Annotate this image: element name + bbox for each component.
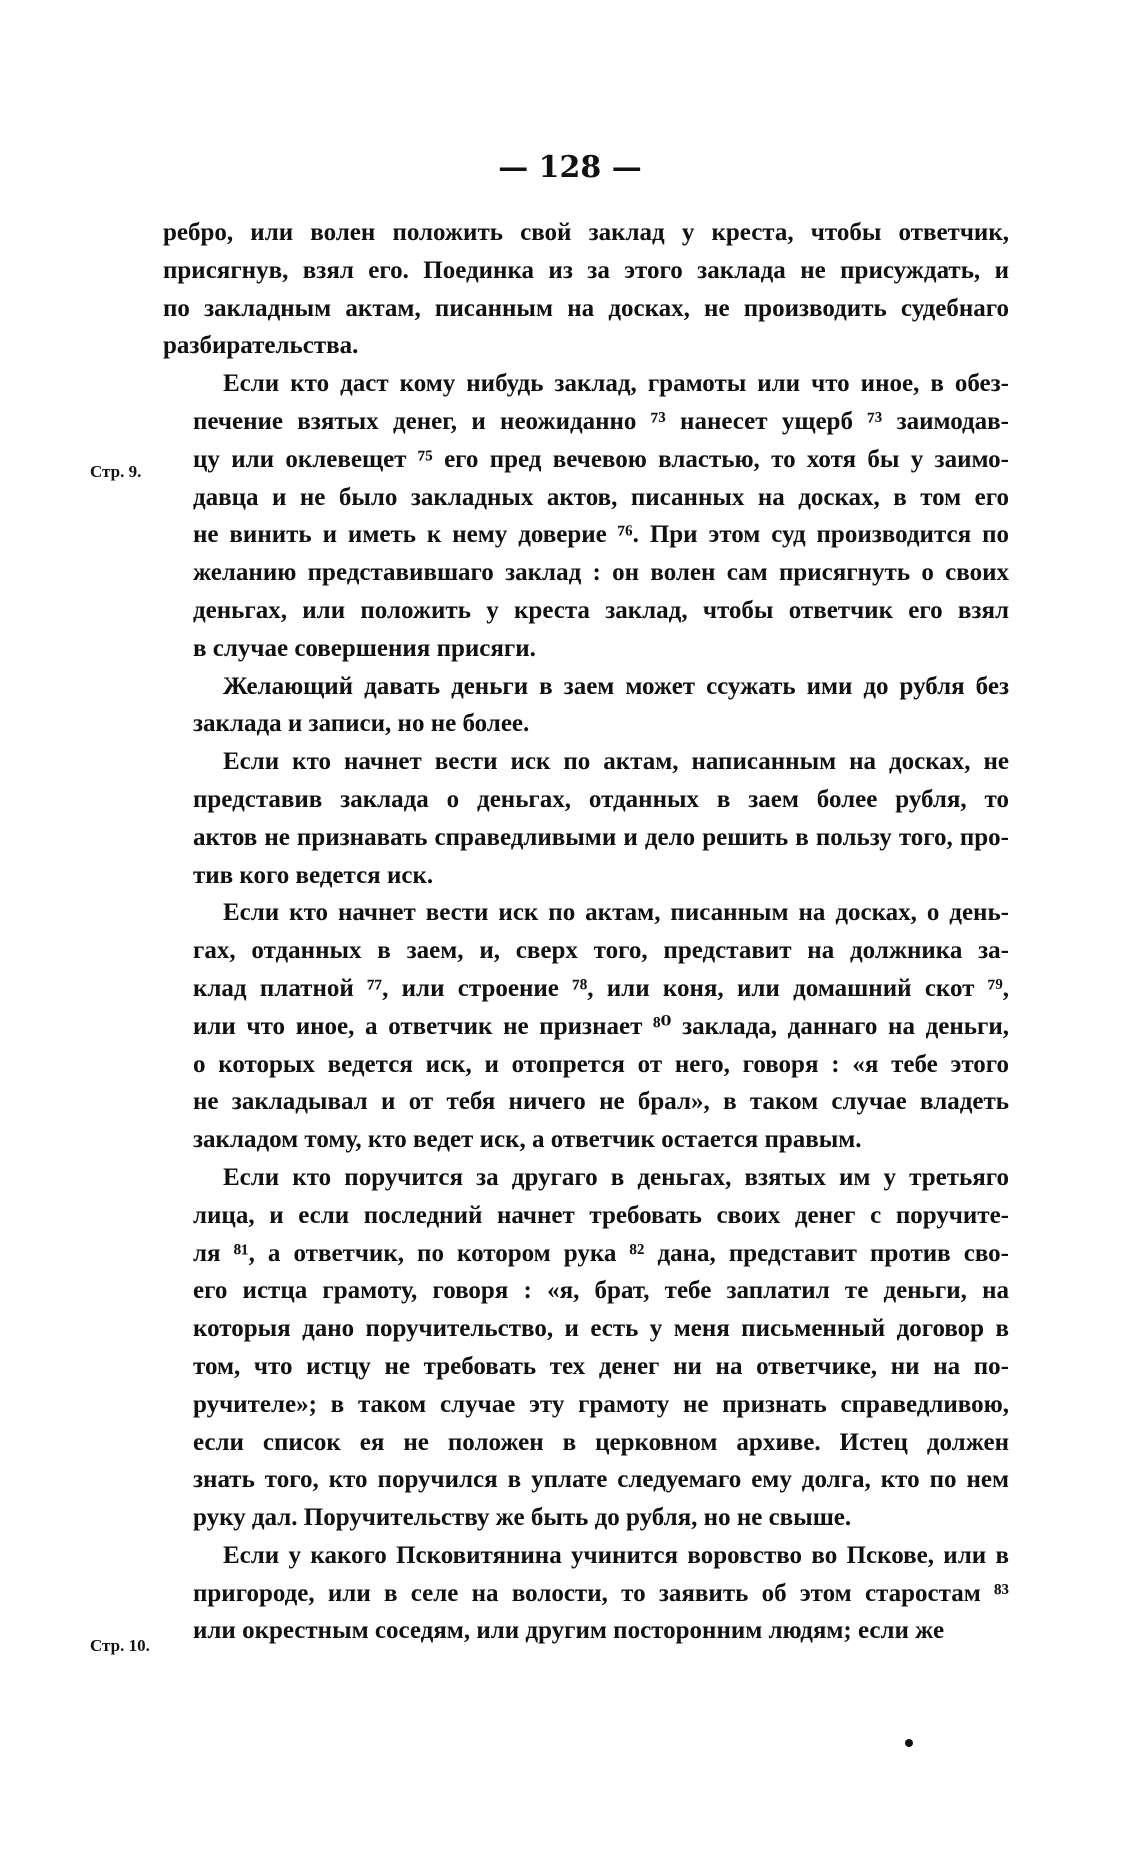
text-line: Если кто начнет вести иск по актам, написанным на досках, не [223,748,1009,776]
margin-note-page-10: Стр. 10. [90,1636,150,1655]
page-number: — 128 — [498,150,642,185]
body-text [163,214,1009,1650]
paragraph [163,1537,1009,1650]
text-line: желанию представившаго заклад : он волен сам присягнуть о своих [193,559,1009,587]
text-line: если список ея не положен в церковном архиве. Истец должен [193,1428,1009,1456]
text-line: цу или оклевещет ⁷⁵ его пред вечевою властью, то хотя бы у заимо- [193,445,1009,473]
text-line: которыя дано поручительство, и есть у меня письменный договор в [193,1315,1009,1343]
text-line: знать того, кто поручился в уплате следуемаго ему долга, кто по нем [193,1466,1009,1494]
text-line: тив кого ведется иск. [193,861,434,889]
text-line: его истца грамоту, говоря : «я, брат, тебе заплатил те деньги, на [193,1277,1009,1305]
paragraph [163,365,1009,667]
text-line: пригороде, или в селе на волости, то заявить об этом старостам ⁸³ [193,1579,1009,1607]
text-line: ля ⁸¹, а ответчик, по котором рука ⁸² дана, представит против сво- [193,1239,1009,1267]
paragraph [163,668,1009,744]
text-line: закладом тому, кто ведет иск, а ответчик остается правым. [193,1126,862,1154]
paragraph [163,214,1009,365]
text-line: Если у какого Псковитянина учинится воровство во Пскове, или в [223,1541,1009,1569]
text-line: ребро, или волен положить свой заклад у креста, чтобы ответчик, [163,219,1009,246]
text-line: Желающий давать деньги в заем может ссужать ими до рубля без [223,672,1009,700]
text-line: ручителе»; в таком случае эту грамоту не признать справедливою, [193,1390,1009,1418]
text-line: лица, и если последний начнет требовать своих денег с поручите- [193,1201,1009,1229]
text-line: по закладным актам, писанным на досках, не производить судебнаго [163,294,1009,322]
text-line: не винить и иметь к нему доверие ⁷⁶. При этом суд производится по [193,521,1009,549]
text-line: или окрестным соседям, или другим посторонним людям; если же [193,1617,945,1645]
text-line: том, что истцу не требовать тех денег ни на ответчике, ни на по- [193,1352,1009,1380]
margin-note-page-9: Стр. 9. [90,462,142,481]
paragraph [163,1159,1009,1537]
text-line: деньгах, или положить у креста заклад, чтобы ответчик его взял [193,596,1009,624]
paragraph [163,894,1009,1159]
text-line: разбирательства. [163,332,359,360]
text-line: о которых ведется иск, и отопрется от него, говоря : «я тебе этого [193,1050,1009,1078]
text-line: руку дал. Поручительству же быть до рубля, но не свыше. [193,1504,852,1532]
text-line: присягнув, взял его. Поединка из за этого заклада не присуждать, и [163,256,1009,284]
text-line: или что иное, а ответчик не признает ⁸⁰ заклада, даннаго на деньги, [193,1012,1009,1040]
text-line: заклада и записи, но не более. [193,710,530,738]
text-line: Если кто начнет вести иск по актам, писанным на досках, о день- [223,899,1009,927]
text-line: гах, отданных в заем, и, сверх того, представит на должника за- [193,937,1009,965]
text-line: давца и не было закладных актов, писанных на досках, в том его [193,483,1009,511]
ink-dot [905,1739,913,1747]
text-line: Если кто поручится за другаго в деньгах, взятых им у третьяго [223,1163,1009,1191]
text-line: клад платной ⁷⁷, или строение ⁷⁸, или коня, или домашний скот ⁷⁹, [193,974,1009,1002]
text-line: представив заклада о деньгах, отданных в заем более рубля, то [193,785,1009,813]
text-line: не закладывал и от тебя ничего не брал», в таком случае владеть [193,1088,1009,1116]
text-line: печение взятых денег, и неожиданно ⁷³ нанесет ущерб ⁷³ заимодав- [193,407,1009,435]
paragraph [163,743,1009,894]
text-line: Если кто даст кому нибудь заклад, грамоты или что иное, в обез- [223,370,1009,398]
text-line: актов не признавать справедливыми и дело решить в пользу того, про- [193,823,1009,851]
text-line: в случае совершения присяги. [193,634,536,662]
